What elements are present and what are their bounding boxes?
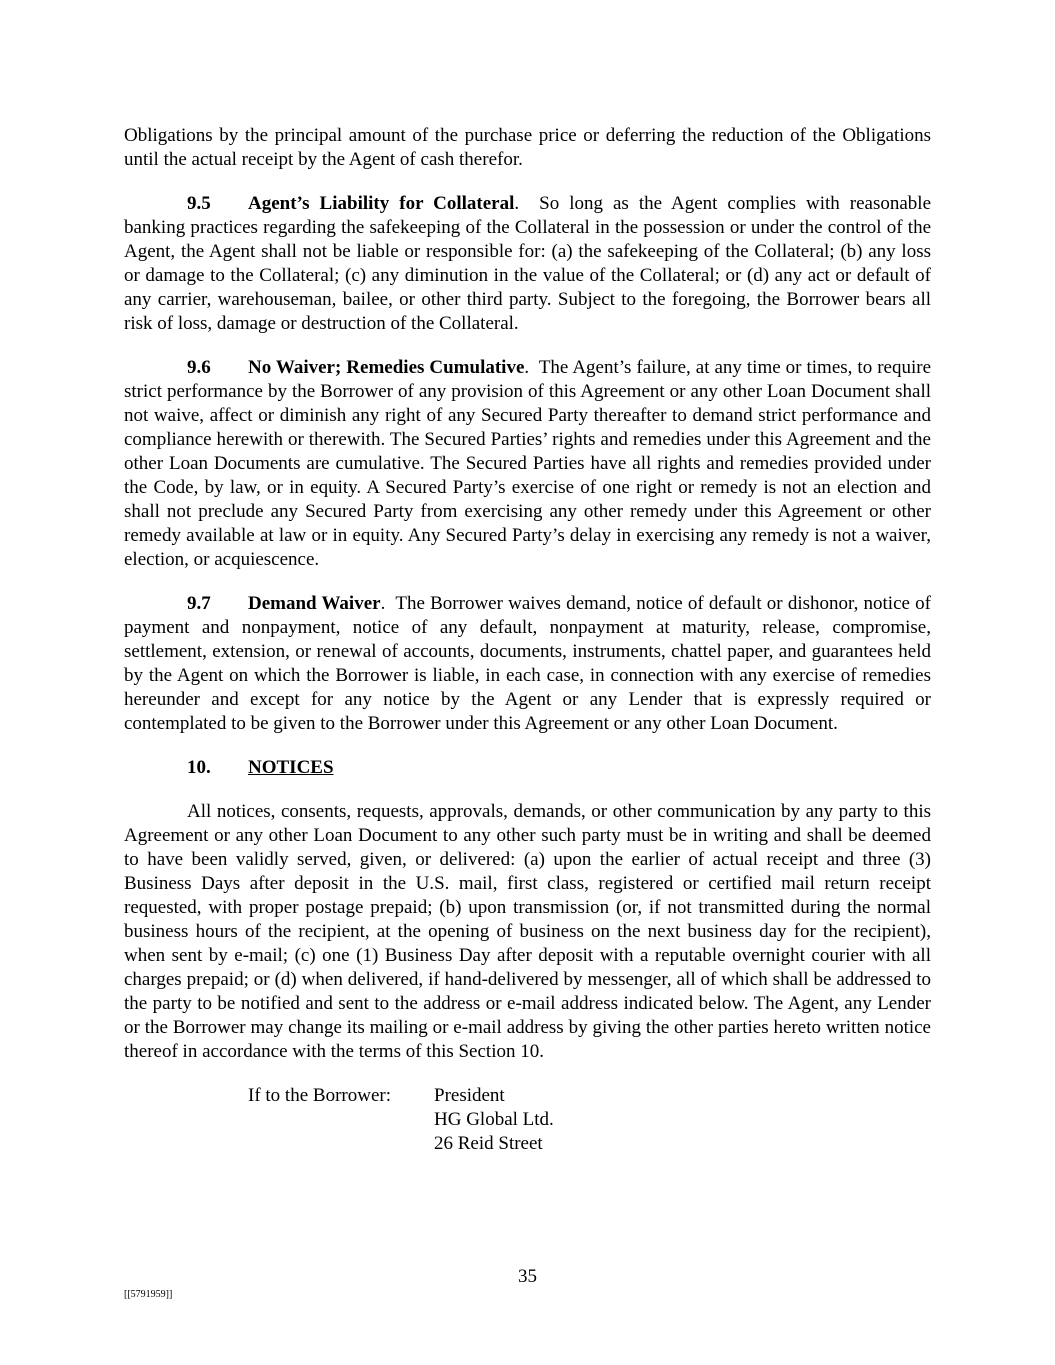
notices-title: NOTICES [248, 757, 334, 778]
notices-paragraph: All notices, consents, requests, approvals, demands, or other communication by any party to this Agreement or any other Loan Document to any other such party must be in writing and shall be deemed to have been validly served, given, or delivered: (a) upon the earlier of actual receipt and three (3) Business Days after deposit in the U.S. mail, first class, registered or certified mail return receipt requested, with proper postage prepaid; (b) upon transmission (or, if not transmitted during the normal business hours of the recipient, at the opening of business on the next business day for the recipient), when sent by e-mail; (c) one (1) Business Day after deposit with a reputable overnight courier with all charges prepaid; or (d) when delivered, if hand-delivered by messenger, all of which shall be addressed to the party to be notified and sent to the address or e-mail address indicated below. The Agent, any Lender or the Borrower may change its mailing or e-mail address by giving the other parties hereto written notice thereof in accordance with the terms of this Section 10. [124, 801, 931, 1062]
section-text: The Agent’s failure, at any time or times, to require strict performance by the Borrower of any provision of this Agreement or any other Loan Document shall not waive, affect or diminish any right of any Secured Party thereafter to demand strict performance and compliance herewith or therewith. The Secured Parties’ rights and remedies under this Agreement and the other Loan Documents are cumulative. The Secured Parties have all rights and remedies provided under the Code, by law, or in equity. A Secured Party’s exercise of one right or remedy is not an election and shall not preclude any Secured Party from exercising any other remedy under this Agreement or other remedy available at law or in equity. Any Secured Party’s delay in exercising any remedy is not a waiver, election, or acquiescence. [124, 357, 931, 570]
section-number: 9.7 [187, 593, 211, 614]
section-title: Demand Waiver [248, 593, 381, 614]
borrower-address-block [124, 1084, 931, 1156]
section-text: The Borrower waives demand, notice of default or dishonor, notice of payment and nonpayment, notice of any default, nonpayment at maturity, release, compromise, settlement, extension, or renewal of accounts, documents, instruments, chattel paper, and guarantees held by the Agent on which the Borrower is liable, in each case, in connection with any exercise of remedies hereunder and except for any notice by the Agent or any Lender that is expressly required or contemplated to be given to the Borrower under this Agreement or any other Loan Document. [124, 593, 931, 734]
document-page [124, 124, 931, 1156]
address-label: If to the Borrower: [248, 1085, 391, 1106]
section-title: Agent’s Liability for Collateral [248, 193, 515, 214]
continuation-paragraph: Obligations by the principal amount of the purchase price or deferring the reduction of the Obligations until the actual receipt by the Agent of cash therefor. [124, 125, 931, 170]
section-number: 9.6 [187, 357, 211, 378]
section-9-6: 9.6 No Waiver; Remedies Cumulative. The Agent’s failure, at any time or times, to require strict performance by the Borrower of any provision of this Agreement or any other Loan Document shall not waive, affect or diminish any right of any Secured Party thereafter to demand strict performance and compliance herewith or therewith. The Secured Parties’ rights and remedies under this Agreement and the other Loan Documents are cumulative. The Secured Parties have all rights and remedies provided under the Code, by law, or in equity. A Secured Party’s exercise of one right or remedy is not an election and shall not preclude any Secured Party from exercising any other remedy under this Agreement or other remedy available at law or in equity. Any Secured Party’s delay in exercising any remedy is not a waiver, election, or acquiescence. [124, 357, 931, 570]
page-number: 35 [518, 1266, 537, 1287]
section-number: 9.5 [187, 193, 211, 214]
address-line: 26 Reid Street [434, 1133, 543, 1154]
notices-number: 10. [187, 757, 211, 778]
document-id: [[5791959]] [124, 1289, 173, 1300]
notices-heading [124, 756, 931, 780]
section-title: No Waiver; Remedies Cumulative [248, 357, 525, 378]
address-line: HG Global Ltd. [434, 1109, 554, 1130]
section-9-5: 9.5 Agent’s Liability for Collateral. So long as the Agent complies with reasonable banking practices regarding the safekeeping of the Collateral in the possession or under the control of the Agent, the Agent shall not be liable or responsible for: (a) the safekeeping of the Collateral; (b) any loss or damage to the Collateral; (c) any diminution in the value of the Collateral; or (d) any act or default of any carrier, warehouseman, bailee, or other third party. Subject to the foregoing, the Borrower bears all risk of loss, damage or destruction of the Collateral. [124, 193, 931, 334]
section-9-7: 9.7 Demand Waiver. The Borrower waives demand, notice of default or dishonor, notice of payment and nonpayment, notice of any default, nonpayment at maturity, release, compromise, settlement, extension, or renewal of accounts, documents, instruments, chattel paper, and guarantees held by the Agent on which the Borrower is liable, in each case, in connection with any exercise of remedies hereunder and except for any notice by the Agent or any Lender that is expressly required or contemplated to be given to the Borrower under this Agreement or any other Loan Document. [124, 593, 931, 734]
address-line: President [434, 1085, 505, 1106]
section-text: So long as the Agent complies with reasonable banking practices regarding the safekeeping of the Collateral in the possession or under the control of the Agent, the Agent shall not be liable or responsible for: (a) the safekeeping of the Collateral; (b) any loss or damage to the Collateral; (c) any diminution in the value of the Collateral; or (d) any act or default of any carrier, warehouseman, bailee, or other third party. Subject to the foregoing, the Borrower bears all risk of loss, damage or destruction of the Collateral. [124, 193, 931, 334]
address-lines [434, 1084, 554, 1156]
